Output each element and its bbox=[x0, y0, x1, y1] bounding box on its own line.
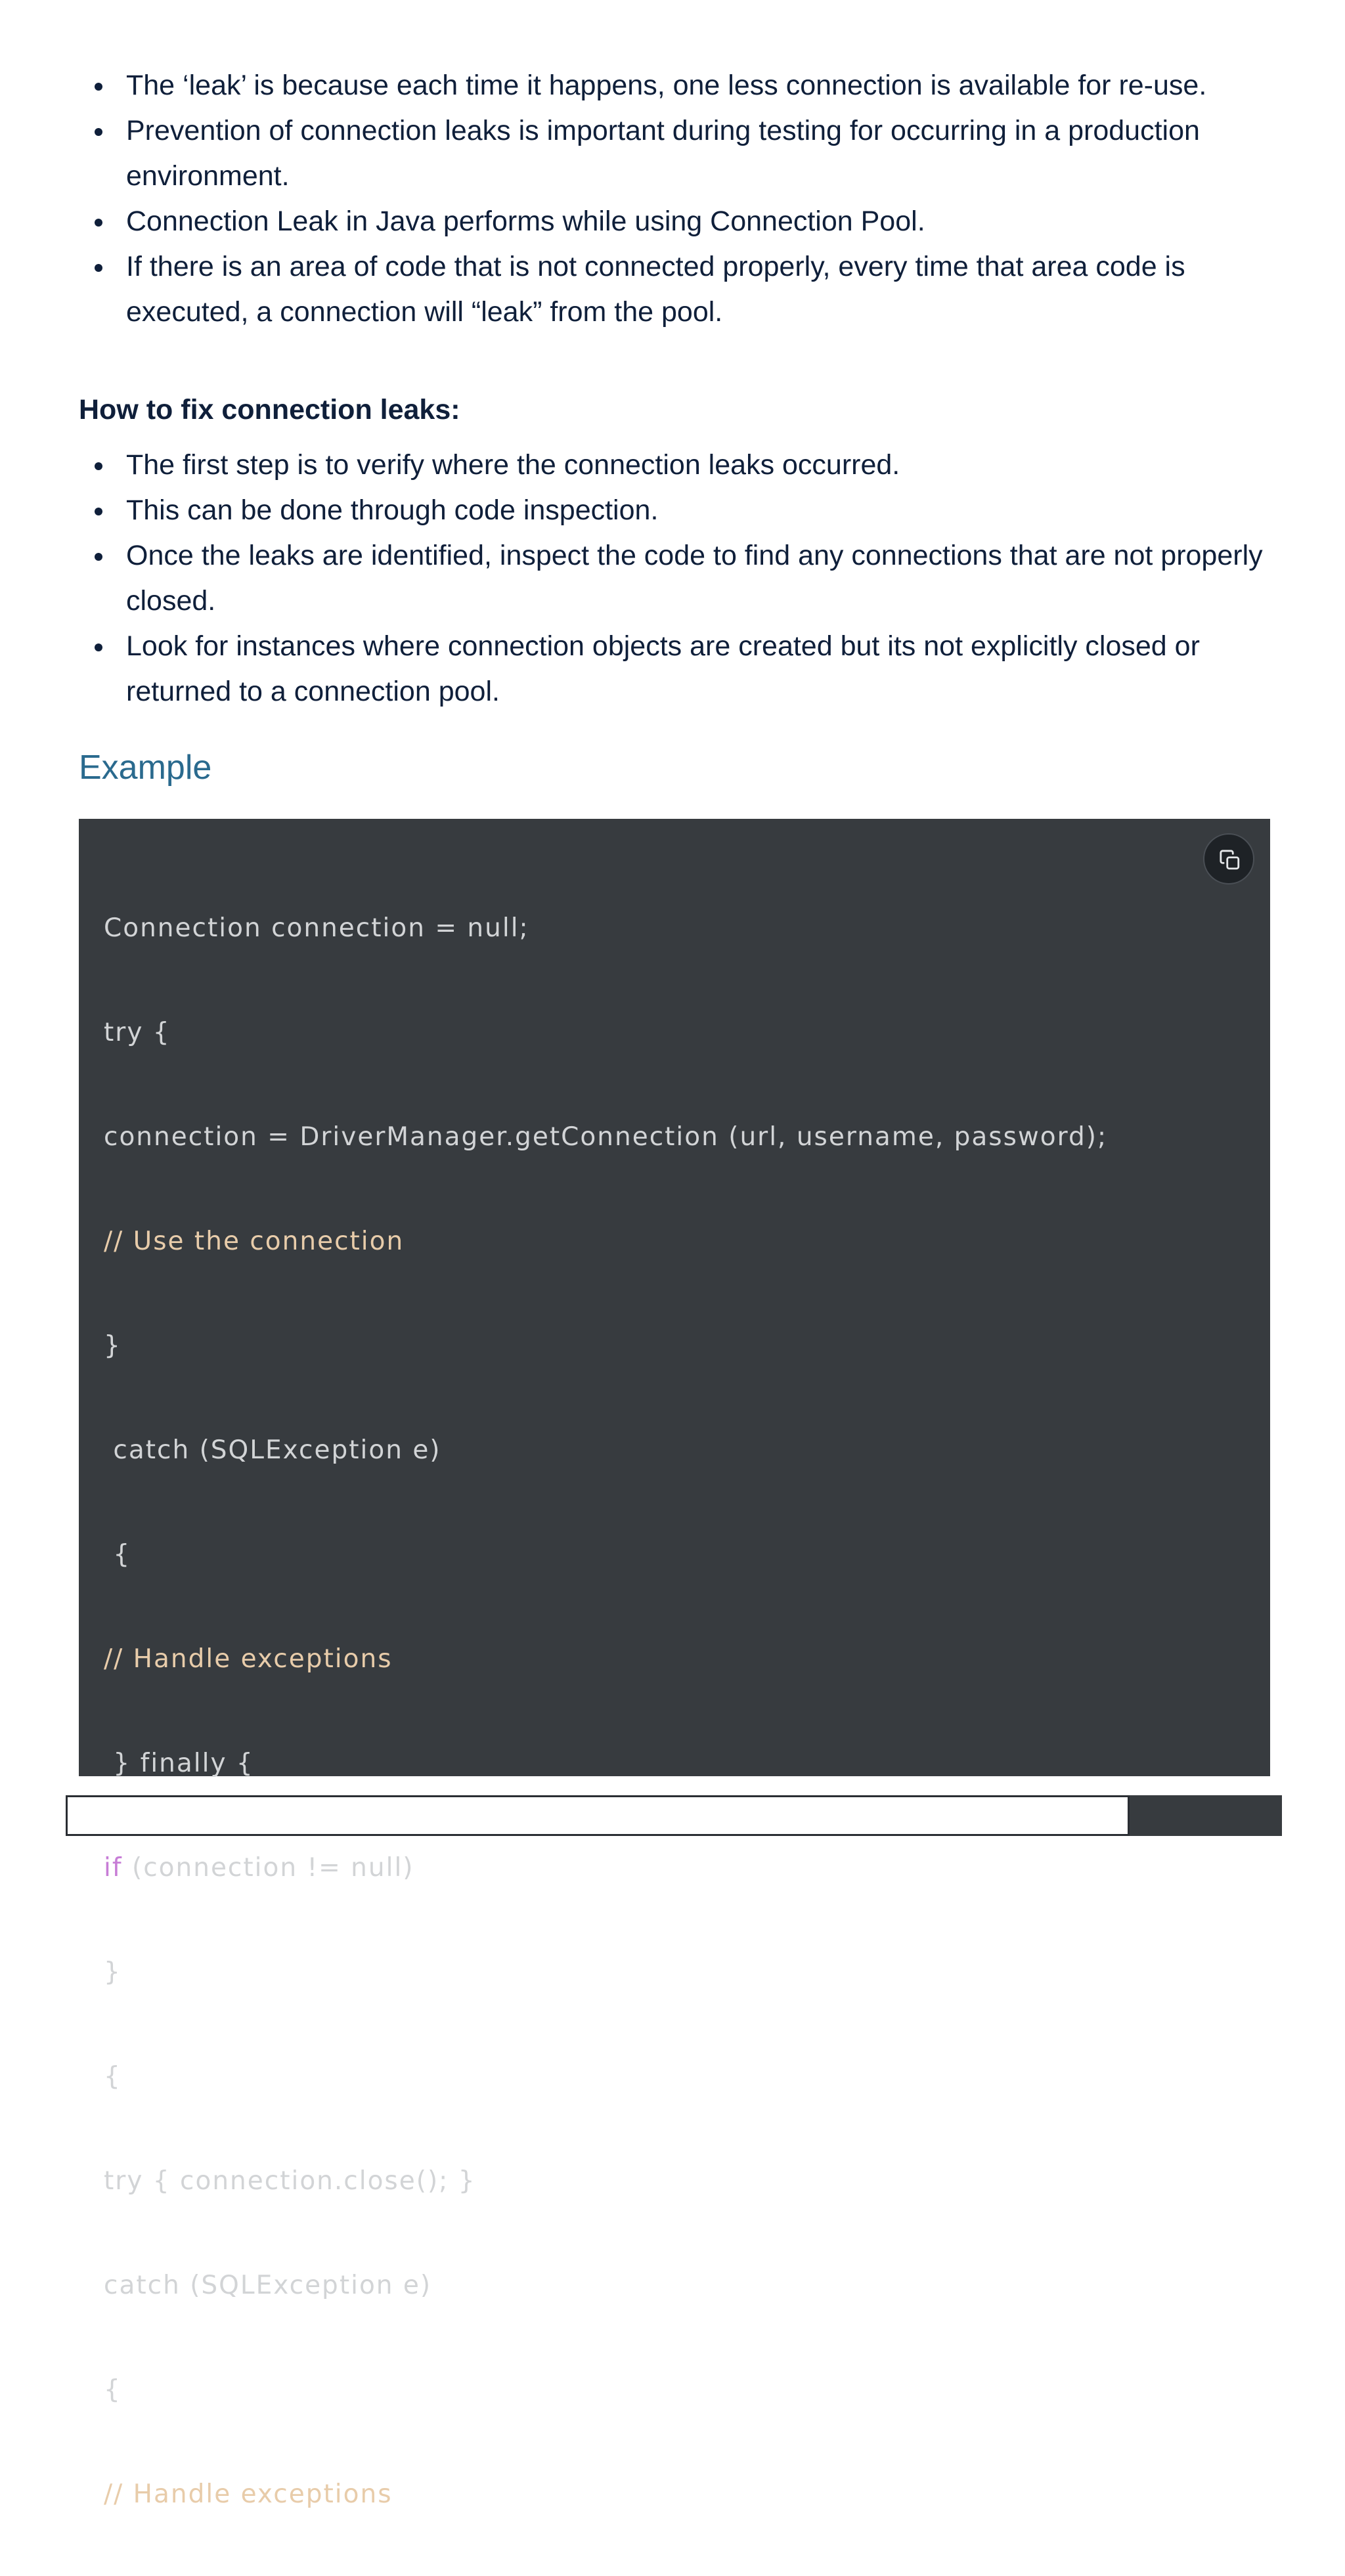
code-line: { bbox=[104, 1540, 131, 1569]
code-block bbox=[79, 819, 1270, 2509]
code-lines bbox=[104, 846, 1107, 2576]
bullet-icon bbox=[95, 644, 102, 651]
fix-bullet-list bbox=[79, 443, 1300, 714]
code-line: } bbox=[104, 1331, 121, 1361]
example-heading: Example bbox=[79, 749, 212, 787]
code-comment-line: // Handle exceptions bbox=[104, 2479, 393, 2509]
list-item: This can be done through code inspection. bbox=[79, 488, 1300, 533]
code-comment-line: // Use the connection bbox=[104, 1227, 405, 1256]
code-line: Connection connection = null; bbox=[104, 913, 529, 943]
code-keyword: if bbox=[104, 1853, 123, 1883]
bullet-icon bbox=[95, 264, 102, 272]
bullet-icon bbox=[95, 462, 102, 470]
code-line: { bbox=[104, 2375, 121, 2405]
list-item: The first step is to verify where the connection leaks occurred. bbox=[79, 443, 1300, 488]
code-comment-line: // Handle exceptions bbox=[104, 1644, 393, 1674]
copy-code-button[interactable] bbox=[1203, 833, 1254, 884]
list-item: Prevention of connection leaks is important during testing for occurring in a production environment. bbox=[79, 108, 1300, 199]
fix-heading: How to fix connection leaks: bbox=[79, 394, 460, 426]
bullet-icon bbox=[95, 83, 102, 91]
bullet-icon bbox=[95, 219, 102, 227]
code-line: catch (SQLException e) bbox=[104, 1435, 441, 1465]
code-text: (connection != null) bbox=[131, 1853, 414, 1883]
bullet-icon bbox=[95, 128, 102, 136]
code-line-if bbox=[104, 1845, 1107, 1890]
list-item: If there is an area of code that is not connected properly, every time that area code is executed, a connection will “leak” from the pool. bbox=[79, 244, 1300, 335]
code-line: connection = DriverManager.getConnection (url, username, password); bbox=[104, 1122, 1108, 1152]
copy-icon bbox=[1219, 849, 1241, 871]
list-item: Connection Leak in Java performs while using Connection Pool. bbox=[79, 199, 1300, 244]
code-line: { bbox=[104, 2062, 121, 2091]
intro-bullet-list bbox=[79, 63, 1300, 335]
article-content bbox=[79, 63, 1300, 810]
list-item: Once the leaks are identified, inspect the code to find any connections that are not properly closed. bbox=[79, 533, 1300, 624]
bullet-icon bbox=[95, 508, 102, 515]
code-line: try { connection.close(); } bbox=[104, 2166, 476, 2196]
bullet-icon bbox=[95, 553, 102, 561]
footer-bar bbox=[66, 1795, 1130, 1836]
list-item: Look for instances where connection objects are created but its not explicitly closed or returned to a connection pool. bbox=[79, 624, 1300, 714]
list-item: The ‘leak’ is because each time it happens, one less connection is available for re-use. bbox=[79, 63, 1300, 108]
code-line: try { bbox=[104, 1018, 171, 1047]
code-line: } finally { bbox=[104, 1749, 254, 1778]
code-line: catch (SQLException e) bbox=[104, 2271, 432, 2300]
footer-dark-block bbox=[1130, 1795, 1282, 1836]
code-line: } bbox=[104, 1957, 121, 1987]
